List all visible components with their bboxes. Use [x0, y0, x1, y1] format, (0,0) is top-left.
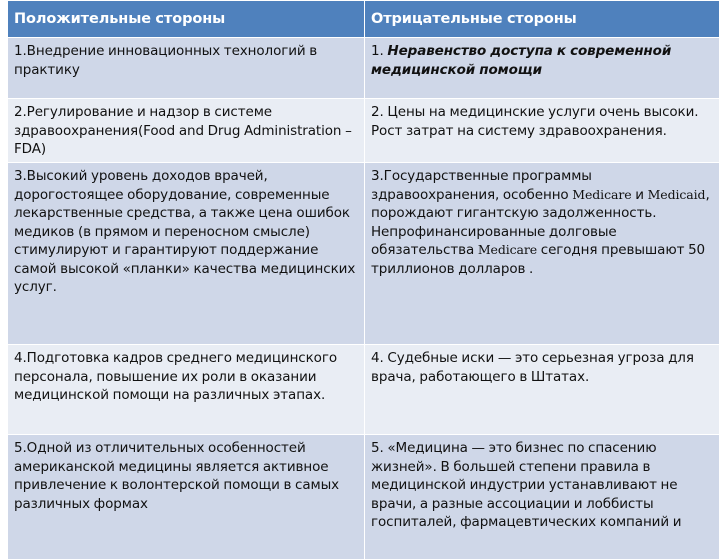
- table-row: [8, 99, 720, 163]
- negative-cell-1: [365, 38, 720, 99]
- table-header-row: [8, 1, 720, 38]
- positive-cell-1: 1.Внедрение инновационных технологий в практику: [8, 38, 365, 99]
- table-row: [8, 435, 720, 560]
- medicare-term: Medicare: [572, 186, 632, 202]
- negative-cell-3: [365, 163, 720, 345]
- medicare-term-2: Medicare: [477, 242, 538, 257]
- positive-cell-4: 4.Подготовка кадров среднего медицинского персонала, повышение их роли в оказании медицинской помощи на различных этапах.: [8, 345, 365, 435]
- table-row: [8, 38, 720, 99]
- negative-text-3c: и: [631, 186, 648, 203]
- positive-cell-3: 3.Высокий уровень доходов врачей, дорогостоящее оборудование, современные лекарственные средства, а также цена ошибок медиков (в прямом и переносном смысле) стимулируют и гарантируют поддержание самой высокой «планки» качества медицинских услуг.: [8, 163, 365, 345]
- negative-cell-4: 4. Судебные иски — это серьезная угроза для врача, работающего в Штатах.: [365, 345, 720, 435]
- header-positive: Положительные стороны: [8, 1, 365, 38]
- negative-bold-text-1: Неравенство доступа к современной медицинской помощи: [371, 43, 672, 78]
- positive-cell-5: 5.Одной из отличительных особенностей американской медицины является активное привлечение к волонтерской помощи в самых различных формах: [8, 435, 365, 560]
- negative-cell-5: 5. «Медицина — это бизнес по спасению жизней». В большей степени правила в медицинской индустрии устанавливают не врачи, а разные ассоциации и лоббисты госпиталей, фармацевтических компаний и: [365, 435, 720, 560]
- comparison-table: [7, 0, 720, 560]
- medicaid-term: Medicaid: [647, 186, 706, 202]
- negative-text-3a: 3.Государственные программы здравоохранения, особенно: [371, 168, 592, 203]
- negative-cell-2: 2. Цены на медицинские услуги очень высоки. Рост затрат на систему здравоохранения.: [365, 99, 720, 163]
- negative-text-3e: , порождают гигантскую задолженность. Непрофинансированные долговые обязательства: [371, 186, 710, 258]
- negative-text-3g: сегодня превышают 50 триллионов долларов .: [371, 242, 706, 277]
- negative-number-1: 1.: [371, 43, 388, 59]
- table-row: [8, 163, 720, 345]
- table-row: [8, 345, 720, 435]
- header-negative: Отрицательные стороны: [365, 1, 720, 38]
- positive-cell-2: 2.Регулирование и надзор в системе здравоохранения(Food and Drug Administration – FDA): [8, 99, 365, 163]
